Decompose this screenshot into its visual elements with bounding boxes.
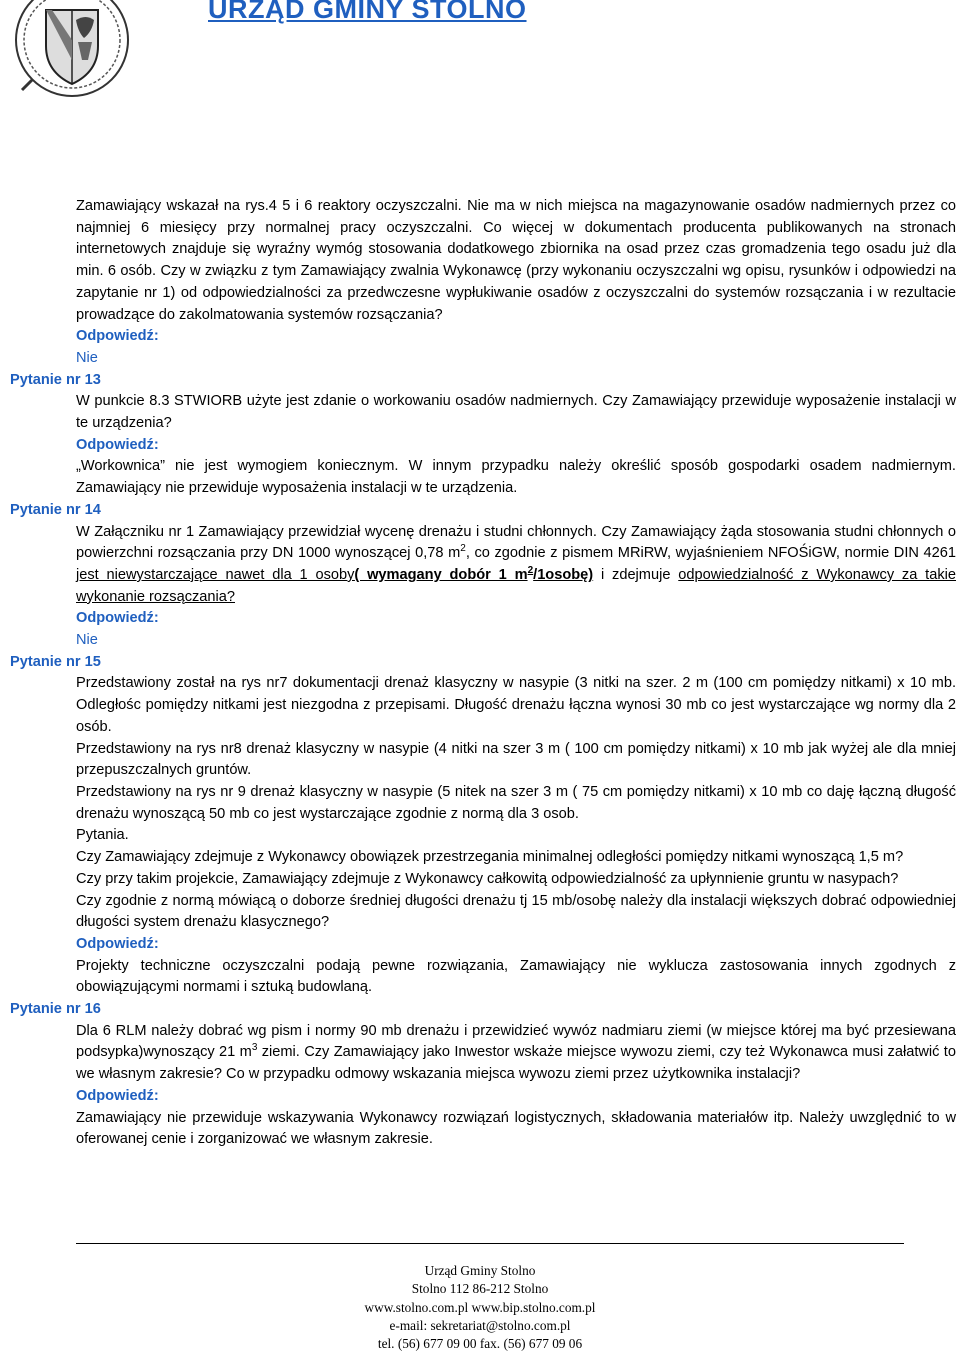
q14-text-b: , co zgodnie z pismem MRiRW, wyjaśnieniem NFOŚiGW, normie DIN 4261 [465, 545, 956, 562]
question-15-paragraph-6: Czy przy takim projekcie, Zamawiający zdejmuje z Wykonawcy całkowitą odpowiedzialność za upłynnienie gruntu w nasypach? [76, 870, 899, 887]
answer-label: Odpowiedź: [76, 610, 159, 627]
q14-sup-a: 2 [460, 543, 466, 555]
intro-text-2: Czy w związku z tym Zamawiający zwalnia Wykonawcę (przy wykonaniu oczyszczalni wg opisu, rysunków i odpowiedzi na zapytanie nr 1) od odpowiedzialności za przedwczesne wypłukiwanie osadów z oczyszczalni do systemów rozsączania i w rezultacie prowadzące do zakolmatowania systemów rozsączania? [76, 263, 956, 323]
q14-text-c: i zdejmuje [593, 566, 679, 583]
footer-email: e-mail: sekretariat@stolno.com.pl [389, 1317, 571, 1333]
intro-text-1: Zamawiający wskazał na rys.4 5 i 6 reaktory oczyszczalni. Nie ma w nich miejsca na magazynowanie osadów nadmiernych przez co najmniej 6 miesięcy przy normalnej pracy oczyszczalni. Co więcej w dokumentach producenta publikowanych na stronach internetowych znajduje się wyraźny wymóg stosowania dodatkowego zbiornika na osad przez czas gromadzenia tego osadu już dla min. 6 osób. [76, 198, 956, 280]
answer-label: Odpowiedź: [76, 436, 159, 453]
question-15-paragraph-4: Pytania. [76, 827, 129, 844]
question-text-16 [0, 1021, 960, 1086]
footer-websites: www.stolno.com.pl www.bip.stolno.com.pl [364, 1299, 596, 1315]
q14-sup-b: 2 [527, 565, 534, 577]
q14-bold-a: ( wymagany dobór 1 m [354, 566, 528, 583]
question-15-paragraph-1: Przedstawiony został na rys nr7 dokumentacji drenaż klasyczny w nasypie (3 nitki na szer. 2 m (100 cm pomiędzy nitkami) x 10 mb. Odległośc pomiędzy nitkami jest niezgodna z przepisami. Długość drenażu łączna wynosi 30 mb co jest wystarczające wg normy dla 2 osób. [76, 675, 956, 735]
q14-underlined-b: odpowiedzialność z Wykonawcy za takie wykonanie rozsączania? [76, 566, 956, 605]
q14-text-a: W Załączniku nr 1 Zamawiający przewidział wycenę drenażu i studni chłonnych. Czy Zamawiający żąda stosowania studni chłonnych o powierzchni rozsączania przy DN 1000 wynoszącej 0,78 m [76, 523, 956, 562]
answer-text: Nie [76, 349, 98, 366]
question-15-paragraph-7: Czy zgodnie z normą mówiącą o doborze średniej długości drenażu tj 15 mb/osobę należy dla instalacji większych dobrać odpowiedniej długości system drenażu klasycznego? [76, 892, 956, 931]
answer-label: Odpowiedź: [76, 1087, 159, 1104]
q14-bold-b: /1osobę) [533, 566, 594, 583]
answer-text-14: Nie [76, 632, 98, 649]
q14-underlined-a: jest niewystarczające nawet dla 1 osoby [76, 566, 355, 583]
answer-text-13: „Workownica” nie jest wymogiem koniecznym. W innym przypadku należy określić sposób gospodarki osadem nadmiernym. Zamawiający nie przewiduje wyposażenia instalacji w te urządzenia. [76, 458, 956, 497]
question-title-14: Pytanie nr 14 [10, 501, 101, 518]
question-text-13: W punkcie 8.3 STWIORB użyte jest zdanie o workowaniu osadów nadmiernych. Czy Zamawiający przewiduje wyposażenie instalacji w te urządzenia? [76, 393, 956, 432]
footer [0, 1262, 960, 1353]
intro-paragraph [0, 196, 960, 326]
document-body [0, 196, 960, 1151]
question-text-14 [0, 522, 960, 609]
answer-label: Odpowiedź: [76, 328, 159, 345]
q16-text-a: Dla 6 RLM należy dobrać wg pism i normy 90 mb drenażu i przewidzieć wywóz nadmiaru ziemi (w miejsce której ma być przesiewana podsypka)wynoszący 21 m [76, 1022, 956, 1061]
coat-of-arms-logo [12, 0, 132, 100]
question-15-paragraph-5: Czy Zamawiający zdejmuje z Wykonawcy obowiązek przestrzegania minimalnej odległości pomiędzy nitkami wynoszącą 1,5 m? [76, 849, 904, 866]
answer-label: Odpowiedź: [76, 935, 159, 952]
question-title-16: Pytanie nr 16 [10, 1001, 101, 1018]
footer-address: Stolno 112 86-212 Stolno [411, 1281, 549, 1297]
answer-text-16: Zamawiający nie przewiduje wskazywania Wykonawcy rozwiązań logistycznych, składowania materiałów itp. Należy uwzględnić to w oferowanej cenie i zorganizować we własnym zakresie. [76, 1109, 956, 1148]
question-title-15: Pytanie nr 15 [10, 653, 101, 670]
header-title: URZĄD GMINY STOLNO [208, 0, 527, 24]
question-15-paragraph-3: Przedstawiony na rys nr 9 drenaż klasyczny w nasypie (5 nitek na szer 3 m ( 75 cm pomiędzy nitkami) x 10 mb co daję łączną długość drenażu wynoszącą 50 mb co jest wystarczające zgodnie z normą dla 3 osob. [76, 783, 956, 822]
answer-text-15: Projekty techniczne oczyszczalni podają pewne rozwiązania, Zamawiający nie wyklucza zastosowania innych zgodnych z obowiązującymi normami i sztuką budowlaną. [76, 957, 956, 996]
question-15-paragraph-2: Przedstawiony na rys nr8 drenaż klasyczny w nasypie (4 nitki na szer 3 m ( 100 cm pomiędzy nitkami) x 10 mb jak wyżej ale dla mniej przepuszczalnych gruntów. [76, 740, 956, 779]
question-title-13: Pytanie nr 13 [10, 371, 101, 388]
q16-text-b: ziemi. Czy Zamawiający jako Inwestor wskaże miejsce wywozu ziemi, czy też Wykonawca musi załatwić to we własnym zakresie? Co w przypadku odmowy wskazania miejsca wywozu ziemi przez użytkownika instalacji? [76, 1044, 956, 1083]
q16-sup-a: 3 [251, 1042, 258, 1054]
footer-divider [76, 1243, 904, 1244]
footer-office-name: Urząd Gminy Stolno [424, 1263, 536, 1278]
footer-phone-fax: tel. (56) 677 09 00 fax. (56) 677 09 06 [377, 1336, 583, 1352]
